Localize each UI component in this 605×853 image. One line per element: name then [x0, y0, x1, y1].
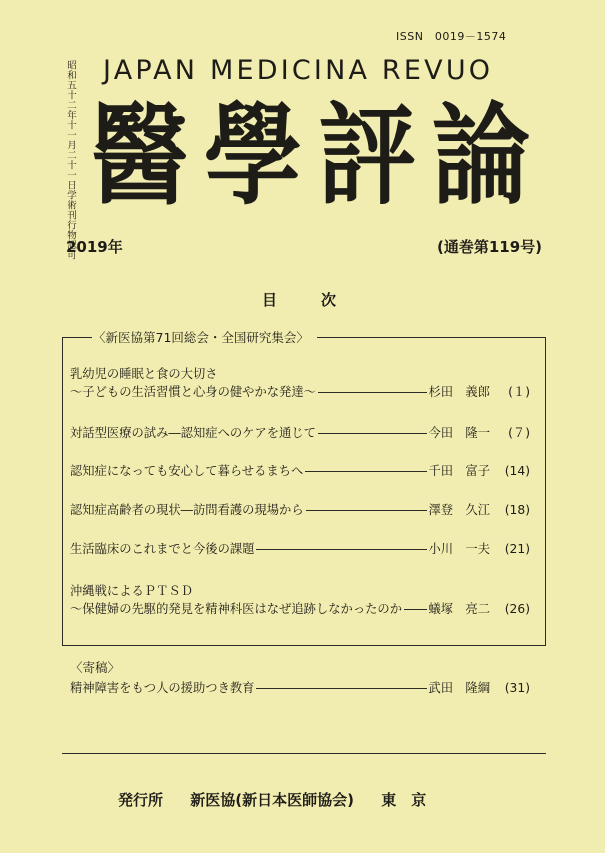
entry-page: (21) — [504, 542, 530, 556]
kanji-char-3: 評 — [317, 91, 416, 221]
issue-number: (通巻第119号) — [437, 238, 543, 256]
section-heading: 〈新医協第71回総会・全国研究集会〉 — [93, 330, 309, 345]
leader-line — [404, 609, 426, 610]
toc-entry[interactable] — [70, 679, 530, 697]
entry-line — [70, 365, 530, 383]
entry-page: (31) — [504, 681, 530, 695]
entry-author: 今田 隆一 — [428, 426, 490, 440]
entry-title: 対話型医療の試み―認知症へのケアを通じて — [70, 426, 316, 440]
entry-author: 蟻塚 亮二 — [428, 602, 490, 616]
leader-line — [318, 392, 427, 393]
toc-entry[interactable] — [70, 501, 530, 519]
entry-page: (18) — [504, 503, 530, 517]
entry-page: (26) — [504, 602, 530, 616]
toc-entry[interactable] — [70, 424, 530, 442]
publisher-name: 新医協(新日本医師協会) — [190, 791, 354, 809]
kanji-char-2: 學 — [203, 91, 302, 221]
kanji-char-1: 醫 — [90, 91, 189, 221]
kanji-title — [90, 91, 530, 221]
entry-title: 沖縄戦によるＰＴＳＤ — [70, 584, 193, 598]
entry-subtitle: ～保健婦の先駆的発見を精神科医はなぜ追跡しなかったのか — [70, 602, 403, 616]
toc-entry[interactable] — [70, 582, 530, 618]
leader-line — [306, 510, 427, 511]
publisher-line — [118, 789, 448, 810]
entry-title: 乳幼児の睡眠と食の大切さ — [70, 367, 218, 381]
entry-line — [70, 383, 530, 401]
latin-title: JAPAN MEDICINA REVUO — [103, 55, 494, 86]
entry-author: 澤登 久江 — [428, 503, 490, 517]
entry-author: 千田 富子 — [428, 464, 490, 478]
entry-page: (７) — [508, 426, 530, 440]
publisher-city: 東 京 — [381, 791, 427, 809]
entry-page: (１) — [508, 385, 530, 399]
leader-line — [256, 688, 426, 689]
entry-title: 認知症高齢者の現状―訪問看護の現場から — [70, 503, 304, 517]
entry-line — [70, 540, 530, 558]
entry-title: 生活臨床のこれまでと今後の課題 — [70, 542, 255, 556]
entry-line — [70, 424, 530, 442]
entry-author: 小川 一夫 — [428, 542, 490, 556]
entry-line — [70, 462, 530, 480]
entry-line — [70, 679, 530, 697]
entry-author: 武田 隆綱 — [428, 681, 490, 695]
entry-line — [70, 501, 530, 519]
toc-title: 目次 — [262, 291, 381, 309]
section-heading: 〈寄稿〉 — [70, 660, 121, 675]
issn-number: ISSN 0019－1574 — [396, 30, 507, 43]
entry-title: 認知症になっても安心して暮らせるまちへ — [70, 464, 304, 478]
publisher-label: 発行所 — [118, 791, 164, 809]
toc-entry[interactable] — [70, 540, 530, 558]
leader-line — [305, 471, 426, 472]
kanji-char-4: 論 — [431, 91, 530, 221]
footer-divider — [62, 753, 546, 754]
toc-top-rule-right — [317, 337, 545, 338]
entry-author: 杉田 義郎 — [428, 385, 490, 399]
toc-top-rule-left — [62, 337, 92, 338]
toc-entry[interactable] — [70, 462, 530, 480]
leader-line — [256, 549, 426, 550]
authorization-note: 昭和五十二年十一月二十一日学術刊行物認可 — [65, 60, 76, 260]
issue-year: 2019年 — [66, 238, 123, 256]
leader-line — [318, 433, 427, 434]
entry-title: 精神障害をもつ人の援助つき教育 — [70, 681, 255, 695]
entry-page: (14) — [504, 464, 530, 478]
entry-line — [70, 600, 530, 618]
entry-line — [70, 582, 530, 600]
entry-subtitle: ～子どもの生活習慣と心身の健やかな発達～ — [70, 385, 316, 399]
toc-entry[interactable] — [70, 365, 530, 401]
